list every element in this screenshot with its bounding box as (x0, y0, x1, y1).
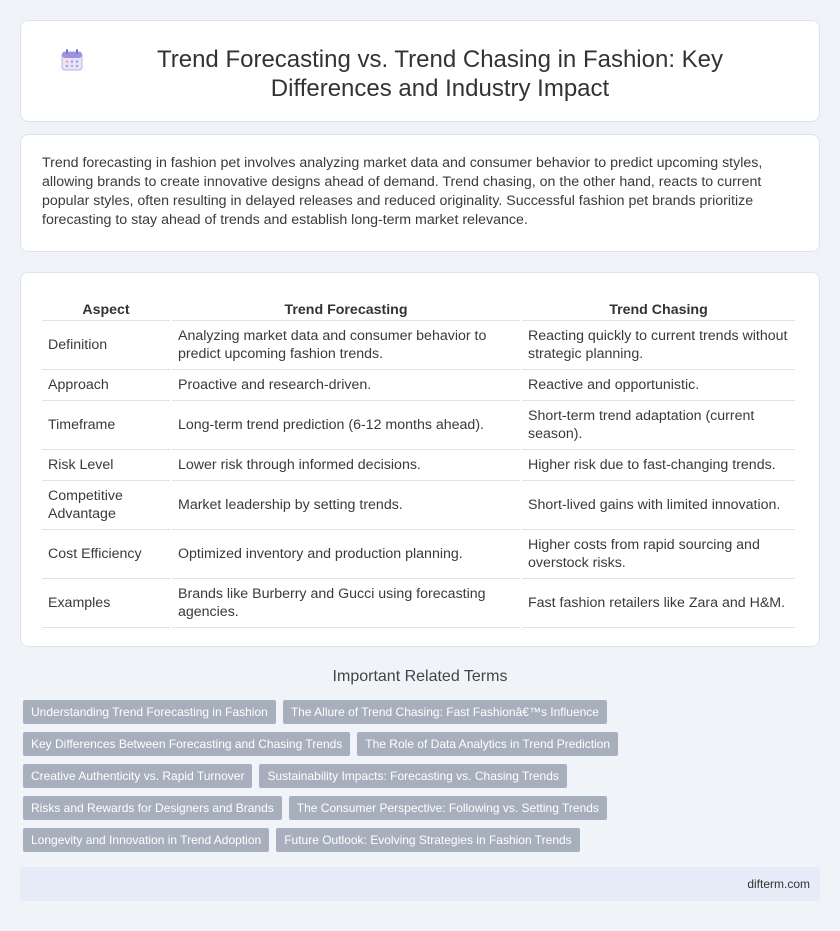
related-term-tag[interactable]: The Allure of Trend Chasing: Fast Fashionâ€™s Influence (283, 700, 607, 724)
table-row (42, 481, 795, 530)
table-cell: Timeframe (42, 401, 170, 450)
related-term-tag[interactable]: Understanding Trend Forecasting in Fashion (23, 700, 276, 724)
related-term-tag[interactable]: Sustainability Impacts: Forecasting vs. Chasing Trends (259, 764, 566, 788)
table-cell: Short-lived gains with limited innovation. (522, 481, 795, 530)
related-term-tag[interactable]: Creative Authenticity vs. Rapid Turnover (23, 764, 252, 788)
calendar-icon (61, 49, 83, 71)
table-cell: Higher costs from rapid sourcing and overstock risks. (522, 530, 795, 579)
table-row (42, 401, 795, 450)
table-cell: Proactive and research-driven. (172, 370, 520, 401)
table-cell: Reactive and opportunistic. (522, 370, 795, 401)
tag-row (23, 828, 817, 852)
related-term-tag[interactable]: The Role of Data Analytics in Trend Prediction (357, 732, 618, 756)
intro-paragraph: Trend forecasting in fashion pet involves analyzing market data and consumer behavior to predict upcoming styles, allowing brands to create innovative designs ahead of demand. Trend chasing, on the other hand, reacts to current popular styles, often resulting in delayed releases and reduced originality. Successful fashion pet brands prioritize forecasting to stay ahead of trends and establish long-term market relevance. (42, 155, 763, 228)
related-term-tag[interactable]: The Consumer Perspective: Following vs. Setting Trends (289, 796, 607, 820)
title-card (20, 20, 820, 122)
table-header-row (42, 291, 795, 321)
related-term-tag[interactable]: Risks and Rewards for Designers and Brands (23, 796, 282, 820)
tag-row (23, 732, 817, 756)
table-cell: Lower risk through informed decisions. (172, 450, 520, 481)
table-cell: Long-term trend prediction (6-12 months ahead). (172, 401, 520, 450)
table-cell: Short-term trend adaptation (current season). (522, 401, 795, 450)
related-terms-list (23, 700, 817, 860)
table-cell: Higher risk due to fast-changing trends. (522, 450, 795, 481)
site-name[interactable]: difterm.com (747, 877, 810, 891)
header-trend-forecasting: Trend Forecasting (172, 291, 520, 321)
table-row (42, 530, 795, 579)
header-aspect: Aspect (42, 291, 170, 321)
comparison-card (20, 272, 820, 647)
table-row (42, 579, 795, 628)
table-cell: Risk Level (42, 450, 170, 481)
tag-row (23, 796, 817, 820)
table-cell: Market leadership by setting trends. (172, 481, 520, 530)
table-cell: Definition (42, 321, 170, 370)
related-term-tag[interactable]: Future Outlook: Evolving Strategies in Fashion Trends (276, 828, 579, 852)
header-trend-chasing: Trend Chasing (522, 291, 795, 321)
intro-card (20, 134, 820, 252)
tag-row (23, 700, 817, 724)
table-cell: Reacting quickly to current trends without strategic planning. (522, 321, 795, 370)
footer (20, 867, 820, 901)
table-row (42, 370, 795, 401)
related-term-tag[interactable]: Longevity and Innovation in Trend Adoption (23, 828, 269, 852)
table-row (42, 450, 795, 481)
table-cell: Competitive Advantage (42, 481, 170, 530)
table-cell: Examples (42, 579, 170, 628)
page-title: Trend Forecasting vs. Trend Chasing in Fashion: Key Differences and Industry Impact (156, 46, 724, 102)
tag-row (23, 764, 817, 788)
related-terms-heading: Important Related Terms (332, 668, 508, 685)
table-row (42, 321, 795, 370)
table-cell: Optimized inventory and production planning. (172, 530, 520, 579)
table-cell: Approach (42, 370, 170, 401)
comparison-table (40, 291, 797, 628)
table-cell: Fast fashion retailers like Zara and H&M. (522, 579, 795, 628)
table-cell: Cost Efficiency (42, 530, 170, 579)
table-cell: Analyzing market data and consumer behavior to predict upcoming fashion trends. (172, 321, 520, 370)
related-term-tag[interactable]: Key Differences Between Forecasting and Chasing Trends (23, 732, 350, 756)
table-cell: Brands like Burberry and Gucci using forecasting agencies. (172, 579, 520, 628)
